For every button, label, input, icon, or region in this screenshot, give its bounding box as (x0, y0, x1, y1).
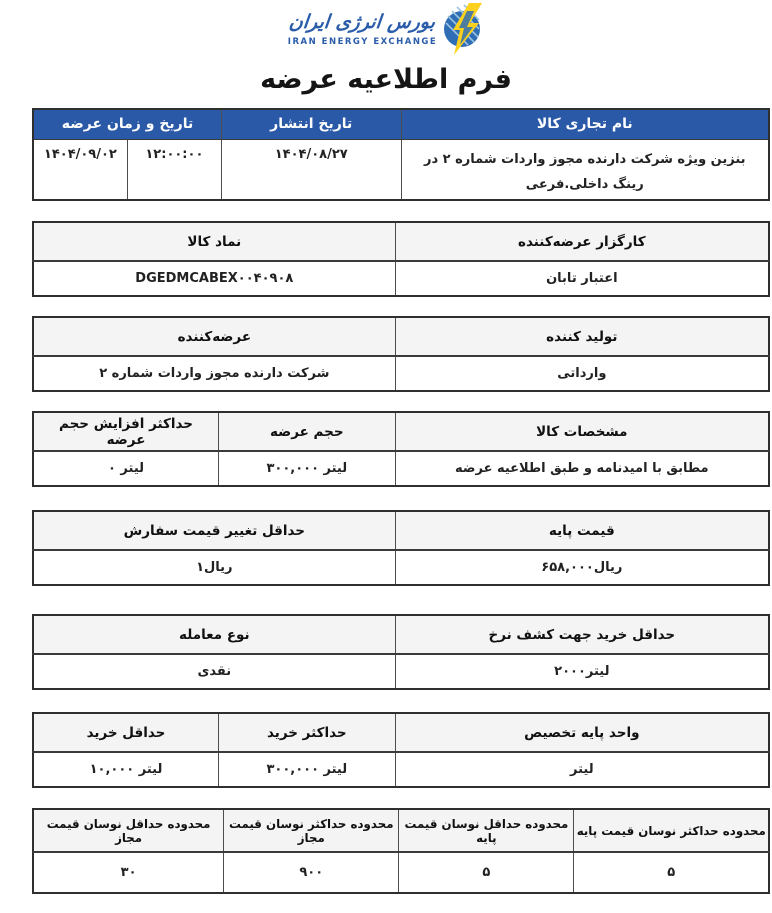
offer-volume-value: لیتر ۳۰۰,۰۰۰ (218, 451, 395, 486)
exchange-emblem-icon (444, 3, 484, 55)
table-value-row (33, 654, 769, 689)
exchange-name-en: IRAN ENERGY EXCHANGE (287, 36, 438, 47)
base-price-value: ریال۶۵۸,۰۰۰ (395, 550, 769, 585)
commodity-symbol-value (33, 261, 395, 296)
broker-value: اعتبار تابان (395, 261, 769, 296)
exchange-name-fa: بورس انرژی ایران (288, 11, 437, 34)
col-offer-datetime: تاریخ و زمان عرضه (33, 109, 222, 139)
table-header-row (33, 109, 769, 139)
table-value-row (33, 852, 769, 893)
col-offer-volume: حجم عرضه (218, 412, 395, 451)
fluctuation-range-table (32, 808, 770, 894)
min-buy-value: لیتر ۱۰,۰۰۰ (33, 752, 218, 787)
specs-volume-table (32, 411, 770, 487)
allocation-unit-value: لیتر (395, 752, 769, 787)
table-value-row (33, 550, 769, 585)
offer-summary-table (32, 108, 770, 201)
table-value-row (33, 139, 769, 200)
table-header-row (33, 713, 769, 752)
offer-time-value: ۱۲:۰۰:۰۰ (127, 139, 221, 200)
offer-date-value: ۱۴۰۴/۰۹/۰۲ (33, 139, 127, 200)
table-value-row (33, 261, 769, 296)
col-min-order-tick: حداقل تغییر قیمت سفارش (33, 511, 395, 550)
col-min-buy: حداقل خرید (33, 713, 218, 752)
min-base-fluctuation-value: ۵ (399, 852, 574, 893)
col-max-volume-increase: حداکثر افزایش حجم عرضه (33, 412, 218, 451)
form-body (32, 108, 770, 894)
table-header-row (33, 809, 769, 852)
max-allowed-fluctuation-value: ۹۰۰ (224, 852, 399, 893)
col-min-base-fluctuation: محدوده حداقل نوسان قیمت پایه (399, 809, 574, 852)
col-commodity-specs: مشخصات کالا (395, 412, 769, 451)
col-min-allowed-fluctuation: محدوده حداقل نوسان قیمت مجاز (33, 809, 224, 852)
table-header-row (33, 412, 769, 451)
max-base-fluctuation-value: ۵ (574, 852, 769, 893)
col-producer: تولید کننده (395, 317, 769, 356)
table-header-row (33, 615, 769, 654)
col-allocation-unit: واحد پایه تخصیص (395, 713, 769, 752)
producer-value: وارداتی (395, 356, 769, 391)
col-supplier-broker: کارگزار عرضه‌کننده (395, 222, 769, 261)
max-volume-increase-value: لیتر ۰ (33, 451, 218, 486)
col-commodity-symbol: نماد کالا (33, 222, 395, 261)
exchange-name (288, 11, 437, 47)
col-product-name: نام تجاری کالا (401, 109, 769, 139)
table-header-row (33, 222, 769, 261)
min-buy-discovery-value: لیتر۲۰۰۰ (395, 654, 769, 689)
base-price-table (32, 510, 770, 586)
broker-symbol-table (32, 221, 770, 297)
max-buy-value: لیتر ۳۰۰,۰۰۰ (218, 752, 395, 787)
min-allowed-fluctuation-value: ۳۰ (33, 852, 224, 893)
allocation-table (32, 712, 770, 788)
col-max-base-fluctuation: محدوده حداکثر نوسان قیمت پایه (574, 809, 769, 852)
table-header-row (33, 317, 769, 356)
col-base-price: قیمت پایه (395, 511, 769, 550)
discovery-tradetype-table (32, 614, 770, 690)
table-value-row (33, 356, 769, 391)
product-name-value: بنزین ویژه شرکت دارنده مجوز واردات شماره ۲ در رینگ داخلی.فرعی (401, 139, 769, 200)
trade-type-value: نقدی (33, 654, 395, 689)
producer-supplier-table (32, 316, 770, 392)
exchange-logo (0, 2, 772, 55)
col-supplier: عرضه‌کننده (33, 317, 395, 356)
supplier-value: شرکت دارنده مجوز واردات شماره ۲ (33, 356, 395, 391)
col-publish-date: تاریخ انتشار (222, 109, 402, 139)
col-max-allowed-fluctuation: محدوده حداکثر نوسان قیمت مجاز (224, 809, 399, 852)
page-title: فرم اطلاعیه عرضه (260, 64, 512, 95)
commodity-specs-value: مطابق با امیدنامه و طبق اطلاعیه عرضه (395, 451, 769, 486)
publish-date-value: ۱۴۰۴/۰۸/۲۷ (222, 139, 402, 200)
table-value-row (33, 752, 769, 787)
col-trade-type: نوع معامله (33, 615, 395, 654)
min-order-tick-value: ریال۱ (33, 550, 395, 585)
table-value-row (33, 451, 769, 486)
table-header-row (33, 511, 769, 550)
col-max-buy: حداکثر خرید (218, 713, 395, 752)
symbol-text: DGEDMCABEX۰۰۴۰۹۰۸ (135, 271, 294, 287)
col-min-buy-discovery: حداقل خرید جهت کشف نرخ (395, 615, 769, 654)
